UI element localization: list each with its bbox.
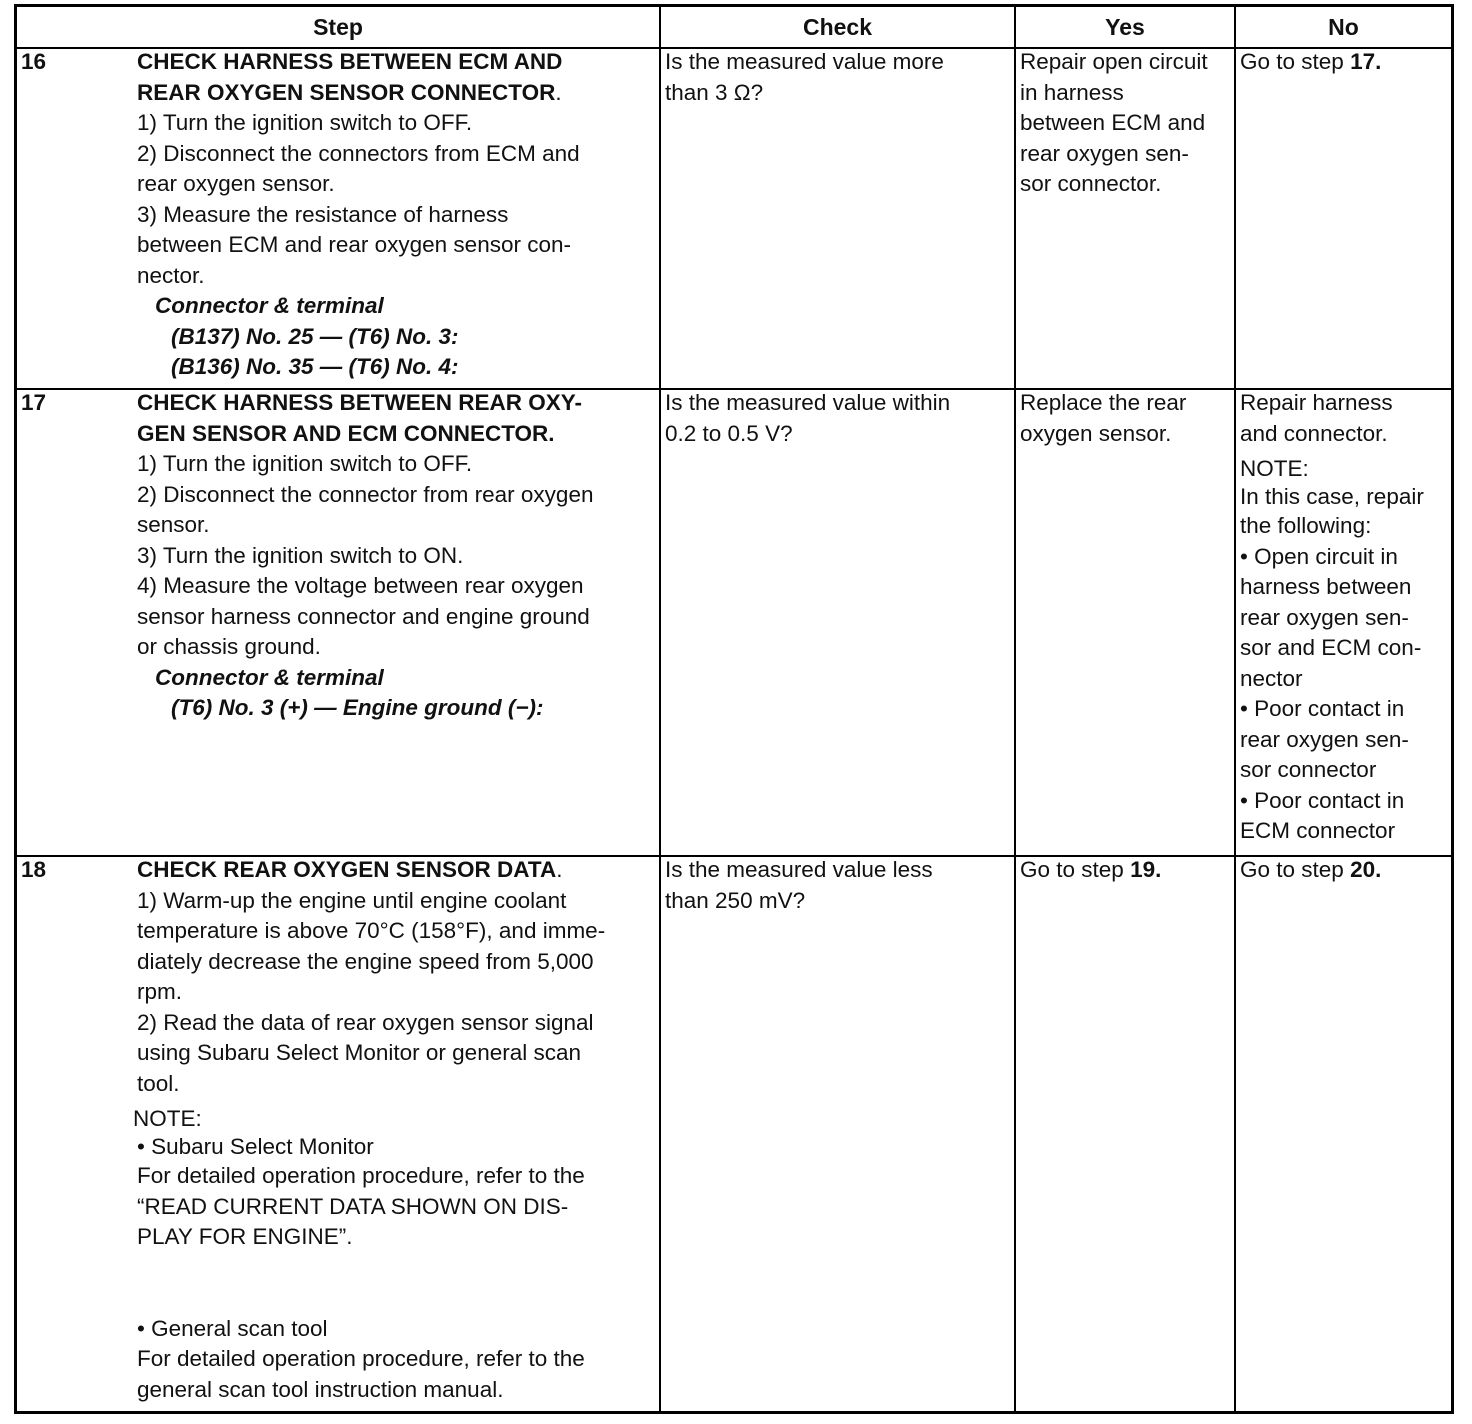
troubleshooting-table: [14, 4, 1454, 1414]
step-reference: 20.: [1350, 857, 1382, 882]
note-line: rear oxygen sen-: [1240, 604, 1409, 630]
instruction-line: 4) Measure the voltage between rear oxygen: [137, 573, 584, 598]
instruction-line: 2) Disconnect the connector from rear oxygen: [137, 481, 594, 507]
yes-line: Replace the rear: [1020, 390, 1187, 415]
step-instructions: [137, 388, 657, 724]
connector-terminal: (T6) No. 3 (+) — Engine ground (−):: [171, 695, 544, 720]
note-line: ECM connector: [1240, 818, 1396, 843]
note-line: • Open circuit in: [1240, 543, 1398, 569]
instruction-line: tool.: [137, 1070, 180, 1096]
step-instructions: [133, 855, 657, 1405]
header-no: No: [1328, 13, 1359, 40]
instruction-line: 3) Turn the ignition switch to ON.: [137, 542, 464, 568]
step-number: 17: [21, 390, 47, 415]
step-title-line: CHECK REAR OXYGEN SENSOR DATA.: [137, 857, 563, 882]
note-line: sor connector: [1240, 757, 1377, 782]
check-text: [665, 388, 1010, 449]
no-text: Go to step 17.: [1240, 49, 1382, 74]
check-line: than 3 Ω?: [665, 79, 764, 105]
step-number: 16: [21, 49, 47, 74]
column-divider: [659, 7, 661, 1411]
header-step: Step: [313, 13, 363, 40]
header-check: Check: [802, 13, 873, 40]
note-line: • General scan tool: [137, 1315, 328, 1341]
note-line: nector: [1240, 665, 1303, 691]
check-text: [665, 47, 1010, 108]
yes-text: [1020, 388, 1232, 449]
note-line: PLAY FOR ENGINE”.: [137, 1224, 353, 1249]
yes-line: between ECM and: [1020, 110, 1206, 135]
spacer: [137, 1253, 657, 1309]
instruction-line: 1) Turn the ignition switch to OFF.: [137, 451, 473, 476]
note-line: the following:: [1240, 513, 1372, 538]
no-text: [1240, 388, 1454, 847]
check-text: [665, 855, 1010, 916]
note-line: • Poor contact in: [1240, 787, 1405, 813]
step-number: 18: [21, 857, 47, 882]
step-title: CHECK HARNESS BETWEEN REAR OXY-: [137, 390, 583, 415]
step-reference: 19.: [1130, 857, 1162, 882]
instruction-line: 1) Turn the ignition switch to OFF.: [137, 110, 473, 135]
note-line: “READ CURRENT DATA SHOWN ON DIS-: [137, 1193, 569, 1219]
yes-line: oxygen sensor.: [1020, 420, 1172, 446]
instruction-line: 3) Measure the resistance of harness: [137, 201, 509, 227]
instruction-line: temperature is above 70°C (158°F), and imme-: [137, 918, 606, 943]
no-text: Go to step 20.: [1240, 857, 1382, 882]
note-line: sor and ECM con-: [1240, 635, 1422, 660]
instruction-line: diately decrease the engine speed from 5,000: [137, 948, 594, 974]
instruction-line: using Subaru Select Monitor or general scan: [137, 1040, 582, 1065]
instruction-line: rear oxygen sensor.: [137, 171, 335, 196]
instruction-line: sensor harness connector and engine ground: [137, 603, 590, 629]
step-reference: 17.: [1350, 49, 1382, 74]
instruction-line: rpm.: [137, 979, 182, 1004]
note-line: • Subaru Select Monitor: [137, 1134, 374, 1159]
note-line: In this case, repair: [1240, 484, 1424, 509]
note-line: rear oxygen sen-: [1240, 726, 1409, 752]
yes-text: Go to step 19.: [1020, 857, 1162, 882]
step-title: CHECK REAR OXYGEN SENSOR DATA: [137, 857, 557, 882]
connector-terminal: (B136) No. 35 — (T6) No. 4:: [171, 354, 459, 379]
note-line: • Poor contact in: [1240, 696, 1405, 721]
connector-terminal: (B137) No. 25 — (T6) No. 3:: [171, 323, 459, 349]
note-label: NOTE:: [133, 1106, 202, 1131]
step-title: CHECK HARNESS BETWEEN ECM AND: [137, 49, 563, 74]
yes-line: rear oxygen sen-: [1020, 140, 1189, 166]
note-line: For detailed operation procedure, refer to the: [137, 1163, 585, 1188]
yes-text: [1020, 47, 1232, 200]
connector-terminal-title: Connector & terminal: [155, 293, 384, 318]
note-line: For detailed operation procedure, refer to the: [137, 1346, 585, 1371]
step-title-line: REAR OXYGEN SENSOR CONNECTOR.: [137, 79, 562, 105]
check-line: Is the measured value less: [665, 857, 933, 882]
note-line: harness between: [1240, 574, 1412, 599]
yes-line: Repair open circuit: [1020, 49, 1208, 74]
check-line: than 250 mV?: [665, 887, 806, 913]
note-label: NOTE:: [1240, 456, 1309, 481]
step-title-line: GEN SENSOR AND ECM CONNECTOR.: [137, 420, 555, 446]
header-yes: Yes: [1105, 13, 1145, 40]
column-divider: [1234, 7, 1236, 1411]
step-instructions: [137, 47, 657, 383]
yes-line: sor connector.: [1020, 171, 1162, 196]
instruction-line: sensor.: [137, 512, 210, 537]
connector-terminal-title: Connector & terminal: [155, 664, 384, 690]
instruction-line: nector.: [137, 262, 205, 288]
instruction-line: between ECM and rear oxygen sensor con-: [137, 232, 571, 257]
instruction-line: 2) Read the data of rear oxygen sensor signal: [137, 1009, 594, 1035]
no-line: and connector.: [1240, 420, 1388, 446]
no-line: Repair harness: [1240, 390, 1393, 415]
yes-line: in harness: [1020, 79, 1124, 105]
column-divider: [1014, 7, 1016, 1411]
instruction-line: 2) Disconnect the connectors from ECM and: [137, 140, 580, 166]
instruction-line: or chassis ground.: [137, 634, 321, 659]
instruction-line: 1) Warm-up the engine until engine coolant: [137, 887, 567, 913]
check-line: Is the measured value more: [665, 49, 944, 74]
check-line: 0.2 to 0.5 V?: [665, 420, 793, 446]
check-line: Is the measured value within: [665, 390, 951, 415]
note-line: general scan tool instruction manual.: [137, 1376, 504, 1402]
